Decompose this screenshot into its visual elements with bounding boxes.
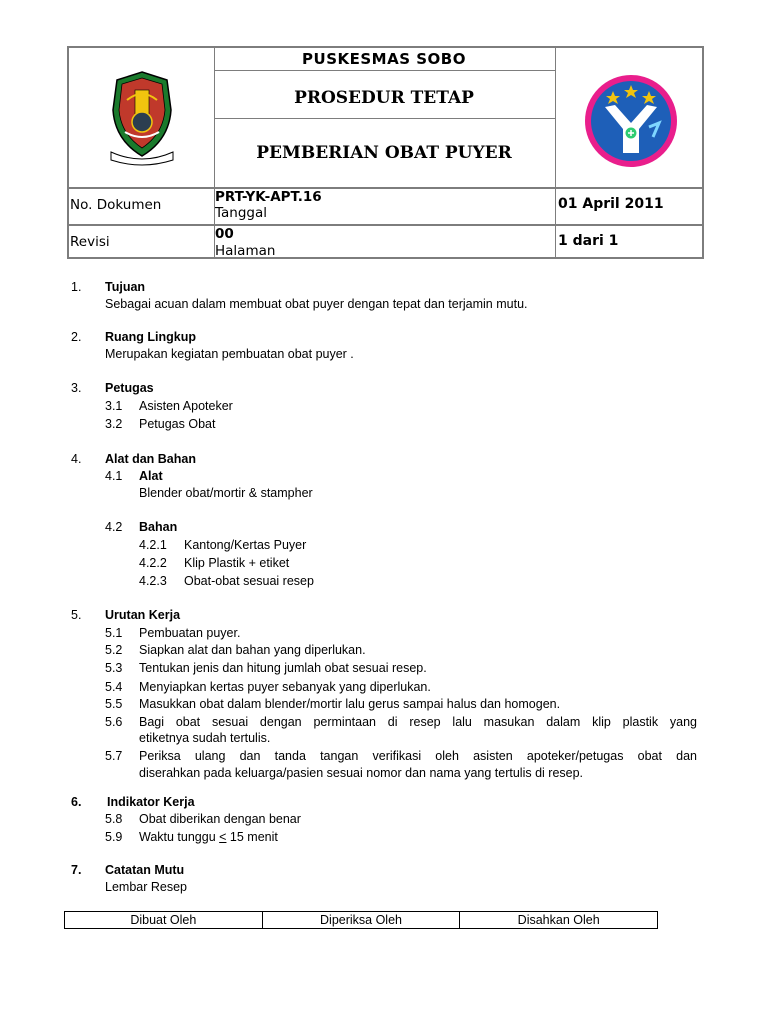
halaman-value: 1 dari 1	[558, 233, 619, 249]
list-item: Blender obat/mortir & stampher	[139, 486, 313, 500]
section-title-ruang-lingkup: Ruang Lingkup	[105, 330, 196, 344]
section-number: 2.	[71, 330, 82, 344]
halaman-label: Halaman	[215, 243, 276, 259]
item-number: 4.2.3	[139, 574, 167, 588]
section-number: 1.	[71, 280, 82, 294]
section-number: 3.	[71, 381, 82, 395]
tanggal-label: Tanggal	[215, 205, 268, 221]
signature-table	[64, 911, 658, 929]
list-item-continuation: etiketnya sudah tertulis.	[139, 731, 271, 745]
list-item-continuation: diserahkan pada keluarga/pasien sesuai nomor dan nama yang tertulis di resep.	[139, 766, 584, 780]
item-number: 5.7	[105, 749, 123, 763]
list-item: Petugas Obat	[139, 417, 216, 431]
item-number: 5.8	[105, 812, 123, 826]
item-number: 5.5	[105, 697, 123, 711]
list-item: Tentukan jenis dan hitung jumlah obat sesuai resep.	[139, 661, 427, 675]
no-dokumen-value: PRT-YK-APT.16	[215, 189, 322, 205]
less-than-or-equal-symbol: <	[219, 830, 227, 844]
list-item: Siapkan alat dan bahan yang diperlukan.	[139, 643, 366, 657]
list-item: Obat-obat sesuai resep	[184, 574, 314, 588]
item-number: 4.1	[105, 469, 123, 483]
item-number: 4.2.2	[139, 556, 167, 570]
revisi-value: 00	[215, 226, 234, 242]
section-title-urutan-kerja: Urutan Kerja	[105, 608, 181, 622]
tanggal-value: 01 April 2011	[558, 196, 664, 212]
item-number: 5.1	[105, 626, 123, 640]
org-name: PUSKESMAS SOBO	[302, 50, 466, 68]
section-text: Sebagai acuan dalam membuat obat puyer dengan tepat dan terjamin mutu.	[105, 297, 528, 311]
subsection-title-alat: Alat	[139, 469, 163, 483]
document-title: PEMBERIAN OBAT PUYER	[256, 143, 512, 163]
list-item: Menyiapkan kertas puyer sebanyak yang diperlukan.	[139, 680, 431, 694]
text-part: Waktu tunggu	[139, 830, 220, 844]
list-item: Pembuatan puyer.	[139, 626, 241, 640]
item-number: 5.9	[105, 830, 123, 844]
list-item: Masukkan obat dalam blender/mortir lalu gerus sampai halus dan homogen.	[139, 697, 561, 711]
signature-col-diperiksa: Diperiksa Oleh	[263, 912, 461, 928]
list-item: Klip Plastik + etiket	[184, 556, 290, 570]
item-number: 5.3	[105, 661, 123, 675]
item-number: 5.6	[105, 715, 123, 729]
section-number: 4.	[71, 452, 82, 466]
section-title-indikator-kerja: Indikator Kerja	[107, 795, 195, 809]
section-title-tujuan: Tujuan	[105, 280, 146, 294]
no-dokumen-label: No. Dokumen	[70, 197, 162, 213]
text-part: 15 menit	[226, 830, 278, 844]
list-item	[139, 830, 278, 845]
section-title-alat-bahan: Alat dan Bahan	[105, 452, 196, 466]
list-item: Kantong/Kertas Puyer	[184, 538, 307, 552]
item-number: 4.2	[105, 520, 123, 534]
item-number: 5.2	[105, 643, 123, 657]
section-number: 7.	[71, 863, 82, 877]
section-text: Merupakan kegiatan pembuatan obat puyer .	[105, 347, 354, 361]
section-number: 6.	[71, 795, 82, 809]
list-item: Obat diberikan dengan benar	[139, 812, 301, 826]
list-item: Asisten Apoteker	[139, 399, 233, 413]
list-item: Periksa ulang dan tanda tangan verifikasi oleh asisten apoteker/petugas obat dan	[139, 749, 697, 763]
item-number: 3.2	[105, 417, 123, 431]
item-number: 4.2.1	[139, 538, 167, 552]
list-item: Bagi obat sesuai dengan permintaan di resep lalu masukan dalam klip plastik yang	[139, 715, 697, 729]
item-number: 5.4	[105, 680, 123, 694]
signature-col-disahkan: Disahkan Oleh	[517, 913, 600, 927]
subsection-title-bahan: Bahan	[139, 520, 178, 534]
item-number: 3.1	[105, 399, 123, 413]
document-type: PROSEDUR TETAP	[294, 88, 474, 108]
section-title-catatan-mutu: Catatan Mutu	[105, 863, 185, 877]
section-title-petugas: Petugas	[105, 381, 154, 395]
section-text: Lembar Resep	[105, 880, 187, 894]
section-number: 5.	[71, 608, 82, 622]
signature-col-dibuat: Dibuat Oleh	[65, 912, 263, 928]
revisi-label: Revisi	[70, 234, 110, 250]
